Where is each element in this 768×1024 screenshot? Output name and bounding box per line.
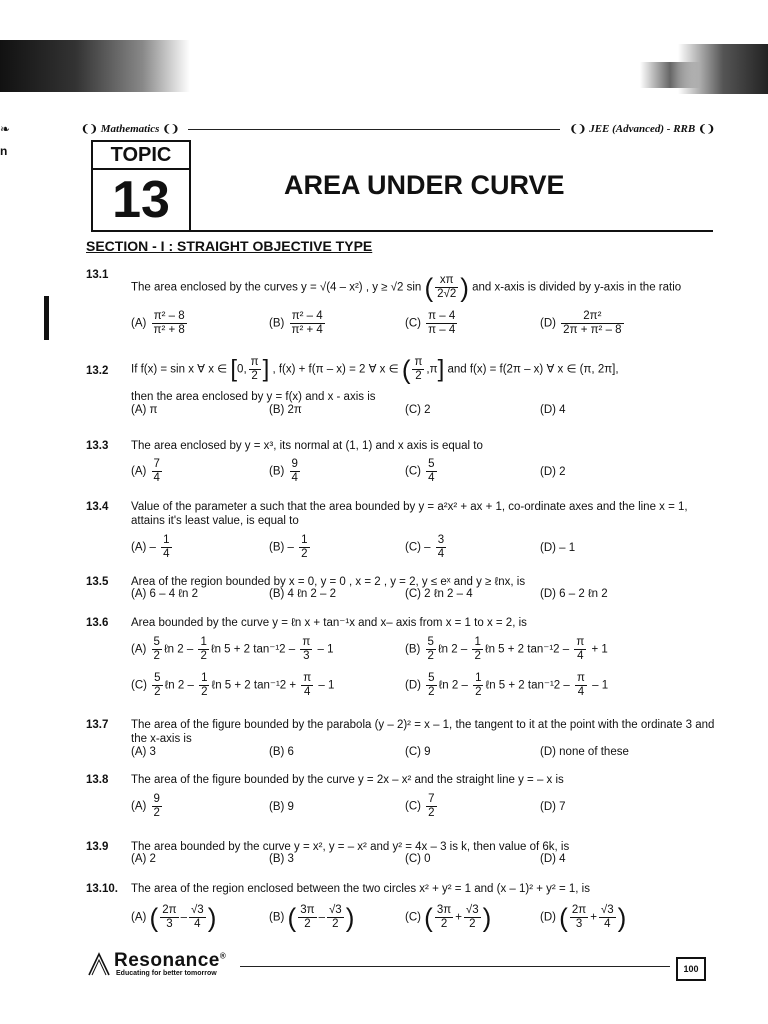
- option-label: (C): [405, 911, 421, 924]
- term: ℓn 2 –: [437, 643, 468, 656]
- term: ℓn 5 + 2 tan⁻¹2 –: [485, 679, 570, 692]
- denominator: 2: [475, 686, 482, 698]
- option-13-1-b[interactable]: [269, 310, 327, 337]
- option-13-6-b[interactable]: [405, 636, 608, 663]
- ornament-icon: ❨❩: [569, 123, 587, 135]
- denominator: 2: [415, 370, 422, 382]
- numerator: π² – 8: [152, 310, 187, 324]
- question-text-part: If f(x) = sin x ∀ x ∈: [131, 363, 228, 376]
- denominator: 4: [437, 548, 445, 560]
- denominator: 2: [304, 918, 311, 930]
- topic-box: [91, 140, 191, 232]
- denominator: 2: [474, 650, 481, 662]
- fraction: [152, 793, 162, 820]
- option-label: (A): [131, 317, 147, 330]
- option-13-2-a[interactable]: (A) π: [131, 404, 158, 416]
- fraction: [160, 904, 178, 931]
- numerator: 2π: [162, 904, 177, 916]
- scan-artifact-top-left: [0, 40, 190, 92]
- denominator: 2: [200, 650, 207, 662]
- fraction: [435, 274, 458, 301]
- option-13-7-d[interactable]: (D) none of these: [540, 746, 629, 758]
- interval-end: ,π: [426, 363, 438, 376]
- fraction: [300, 636, 312, 663]
- question-text: [131, 274, 719, 301]
- bracket-open: [: [230, 355, 238, 383]
- question-number: 13.2: [86, 365, 109, 377]
- option-13-3-c[interactable]: [405, 458, 439, 485]
- brand-tagline: Educating for better tomorrow: [116, 970, 217, 977]
- fraction: [435, 904, 453, 931]
- topic-word: TOPIC: [93, 142, 189, 170]
- paren-close: ): [482, 902, 492, 933]
- paren-open: (: [424, 272, 434, 303]
- option-13-3-a[interactable]: [131, 458, 164, 485]
- brand-logo: [88, 952, 238, 982]
- page-title: AREA UNDER CURVE: [284, 170, 565, 200]
- numerator: 2π²: [561, 310, 623, 324]
- term: ℓn 2 –: [438, 679, 468, 692]
- fraction: [249, 356, 261, 383]
- option-label: (A): [131, 465, 147, 478]
- scan-artifact-top-right: [678, 44, 768, 94]
- numerator: 7: [153, 458, 160, 470]
- paren-close: ): [345, 902, 355, 933]
- question-text: Value of the parameter a such that the area bounded by y = a²x² + ax + 1, co-ordinate axes and the line x = 1, attains it's least value, is equal to: [131, 501, 688, 527]
- option-13-5-d[interactable]: (D) 6 – 2 ℓn 2: [540, 588, 608, 600]
- margin-bar: [44, 296, 49, 340]
- fraction: [327, 904, 344, 931]
- fraction: [199, 672, 209, 699]
- denominator: 4: [291, 472, 298, 484]
- option-label: (B): [269, 465, 285, 478]
- numerator: 5: [428, 458, 435, 470]
- numerator: √3: [465, 904, 479, 916]
- question-text-part: and x-axis is divided by y-axis in the ratio: [472, 281, 682, 294]
- option-13-3-d[interactable]: (D) 2: [540, 466, 566, 478]
- option-13-2-b[interactable]: (B) 2π: [269, 404, 302, 416]
- option-label: (C): [405, 317, 421, 330]
- fraction: [574, 636, 586, 663]
- question-number: 13.5: [86, 576, 109, 588]
- numerator: 1: [301, 534, 308, 546]
- denominator: 4: [163, 548, 170, 560]
- option-13-8-a[interactable]: [131, 793, 164, 820]
- option-label: (C): [131, 679, 147, 692]
- option-label: (B) –: [269, 541, 294, 554]
- question-number: 13.8: [86, 774, 109, 786]
- fraction: [152, 672, 162, 699]
- denominator: 2: [469, 918, 476, 930]
- option-13-6-c[interactable]: [131, 672, 334, 699]
- bracket-close: ]: [262, 355, 270, 383]
- question-number: 13.7: [86, 719, 109, 731]
- question-text: [131, 356, 719, 383]
- denominator: 2: [440, 918, 448, 930]
- term: – 1: [317, 643, 334, 656]
- option-label: (C) –: [405, 541, 431, 554]
- denominator: 2: [428, 686, 435, 698]
- option-13-2-d[interactable]: (D) 4: [540, 404, 566, 416]
- numerator: π: [414, 356, 423, 368]
- question-text: The area of the region enclosed between the two circles x² + y² = 1 and (x – 1)² + y² = 1, is: [131, 883, 590, 895]
- fraction: [570, 904, 588, 931]
- ornament-icon: ❨❩: [698, 123, 715, 135]
- option-label: (D): [540, 911, 556, 924]
- paren-close: ): [207, 902, 217, 933]
- fraction: [436, 534, 446, 561]
- bracket-close: ]: [437, 355, 445, 383]
- option-13-10-c[interactable]: [405, 904, 491, 931]
- option-label: (D): [405, 679, 421, 692]
- fraction: [412, 356, 424, 383]
- running-head: [78, 120, 718, 138]
- fraction: [426, 793, 436, 820]
- question-number: 13.6: [86, 617, 109, 629]
- fraction: [298, 904, 316, 931]
- brand-name: [114, 950, 226, 972]
- numerator: xπ: [435, 274, 458, 288]
- denominator: 4: [577, 686, 585, 698]
- option-13-6-d[interactable]: [405, 672, 608, 699]
- fraction: [599, 904, 616, 931]
- denominator: 2π + π² – 8: [563, 324, 622, 336]
- margin-letter: n: [0, 144, 8, 158]
- term: ℓn 5 + 2 tan⁻¹2 +: [211, 679, 297, 692]
- paren-close: ): [617, 902, 627, 933]
- page-number: 100: [676, 957, 706, 981]
- numerator: √3: [328, 904, 342, 916]
- fraction: [161, 534, 171, 561]
- option-13-5-b[interactable]: (B) 4 ℓn 2 – 2: [269, 588, 337, 600]
- question-number: 13.4: [86, 501, 109, 513]
- fraction: [426, 310, 457, 337]
- numerator: 1: [474, 636, 481, 648]
- question-text: The area bounded by the curve y = x², y = – x² and y² = 4x – 3 is k, then value of 6k, is: [131, 841, 570, 853]
- option-label: (B): [269, 317, 285, 330]
- numerator: √3: [190, 904, 204, 916]
- ornament-icon: ❨❩: [162, 123, 180, 135]
- denominator: 2: [428, 807, 435, 819]
- fraction: [472, 636, 482, 663]
- term: ℓn 2 –: [163, 643, 194, 656]
- option-13-9-d[interactable]: (D) 4: [540, 853, 566, 865]
- option-label: (A) –: [131, 541, 156, 554]
- numerator: π: [302, 636, 311, 648]
- question-text: The area of the figure bounded by the curve y = 2x – x² and the straight line y = – x is: [131, 774, 564, 786]
- numerator: 1: [163, 534, 170, 546]
- paren-open: (: [401, 354, 411, 385]
- operator: –: [318, 911, 325, 924]
- option-13-1-d[interactable]: [540, 310, 626, 337]
- question-text-line2: then the area enclosed by y = f(x) and x - axis is: [131, 391, 376, 403]
- numerator: 1: [200, 636, 207, 648]
- denominator: 4: [577, 650, 584, 662]
- numerator: π: [303, 672, 312, 684]
- denominator: 2: [332, 918, 339, 930]
- numerator: √3: [600, 904, 614, 916]
- fraction: [290, 458, 300, 485]
- fraction: [301, 672, 313, 699]
- numerator: 5: [153, 636, 160, 648]
- term: + 1: [591, 643, 608, 656]
- question-text: Area bounded by the curve y = ℓn x + tan⁻¹x and x– axis from x = 1 to x = 2, is: [131, 617, 527, 629]
- registered-mark: ®: [219, 951, 227, 961]
- fraction: [561, 310, 623, 337]
- denominator: 4: [153, 472, 160, 484]
- denominator: 2: [201, 686, 208, 698]
- question-number: 13.1: [86, 269, 109, 281]
- option-13-4-a[interactable]: [131, 534, 174, 561]
- question-text: Area of the region bounded by x = 0, y = 0 , x = 2 , y = 2, y ≤ eˣ and y ≥ ℓnx, is: [131, 576, 526, 588]
- numerator: 3: [437, 534, 445, 546]
- option-label: (A): [131, 911, 147, 924]
- denominator: 2: [427, 650, 434, 662]
- option-13-8-b[interactable]: (B) 9: [269, 801, 294, 813]
- option-13-5-c[interactable]: (C) 2 ℓn 2 – 4: [405, 588, 473, 600]
- option-13-7-c[interactable]: (C) 9: [405, 746, 431, 758]
- footer-rule: [240, 966, 670, 967]
- paren-close: ): [460, 272, 469, 303]
- fraction: [152, 458, 162, 485]
- option-label: (C): [405, 465, 421, 478]
- header-rule: [188, 129, 560, 130]
- option-13-1-a[interactable]: [131, 310, 189, 337]
- term: – 1: [318, 679, 335, 692]
- denominator: π² + 4: [291, 324, 323, 336]
- subject-label: Mathematics: [100, 123, 160, 135]
- option-label: (B): [405, 643, 421, 656]
- paren-open: (: [287, 902, 297, 933]
- numerator: 2π: [571, 904, 587, 916]
- option-13-5-a[interactable]: (A) 6 – 4 ℓn 2: [131, 588, 199, 600]
- denominator: 3: [166, 918, 173, 930]
- denominator: π² + 8: [153, 324, 185, 336]
- fraction: [198, 636, 208, 663]
- denominator: 4: [428, 472, 435, 484]
- numerator: 1: [475, 672, 482, 684]
- option-13-9-c[interactable]: (C) 0: [405, 853, 431, 865]
- topic-number: 13: [112, 171, 170, 229]
- denominator: 2: [153, 807, 160, 819]
- term: ℓn 5 + 2 tan⁻¹2 –: [484, 643, 570, 656]
- question-text-part: , f(x) + f(π – x) = 2 ∀ x ∈: [272, 363, 399, 376]
- operator: –: [180, 911, 187, 924]
- numerator: 9: [291, 458, 298, 470]
- option-13-9-a[interactable]: (A) 2: [131, 853, 156, 865]
- option-13-4-d[interactable]: (D) – 1: [540, 542, 576, 554]
- term: ℓn 2 –: [164, 679, 194, 692]
- fraction: [299, 534, 309, 561]
- denominator: 2√2: [437, 288, 457, 300]
- option-label: (C): [405, 800, 421, 813]
- numerator: 9: [153, 793, 160, 805]
- operator: +: [590, 911, 597, 924]
- denominator: 2: [251, 370, 258, 382]
- option-13-10-a[interactable]: [131, 904, 216, 931]
- numerator: π – 4: [428, 310, 456, 322]
- option-13-7-b[interactable]: (B) 6: [269, 746, 294, 758]
- numerator: 5: [154, 672, 161, 684]
- numerator: 3π: [436, 904, 452, 916]
- option-label: (A): [131, 643, 147, 656]
- numerator: 3π: [300, 904, 315, 916]
- resonance-logo-icon: [88, 952, 110, 976]
- numerator: π: [250, 356, 259, 368]
- option-13-10-d[interactable]: [540, 904, 626, 931]
- fraction: [473, 672, 483, 699]
- question-text-part: The area enclosed by the curves y = √(4 – x²) , y ≥ √2 sin: [131, 281, 422, 294]
- margin-ornament: ❧: [0, 122, 11, 136]
- fraction: [290, 310, 325, 337]
- question-text: The area enclosed by y = x³, its normal at (1, 1) and x axis is equal to: [131, 440, 483, 452]
- numerator: π² – 4: [290, 310, 325, 324]
- denominator: 2: [154, 686, 161, 698]
- question-number: 13.10.: [86, 883, 118, 895]
- option-label: (B): [269, 911, 285, 924]
- denominator: 2: [153, 650, 160, 662]
- numerator: 5: [427, 636, 434, 648]
- fraction: [152, 636, 162, 663]
- option-13-8-c[interactable]: [405, 793, 439, 820]
- exam-label: JEE (Advanced) - RRB: [589, 123, 696, 135]
- question-number: 13.9: [86, 841, 109, 853]
- term: ℓn 5 + 2 tan⁻¹2 –: [210, 643, 296, 656]
- denominator: 4: [194, 918, 201, 930]
- paren-open: (: [149, 902, 159, 933]
- numerator: 1: [201, 672, 208, 684]
- denominator: π – 4: [428, 324, 456, 336]
- ornament-icon: ❨❩: [81, 123, 98, 135]
- option-13-10-b[interactable]: [269, 904, 354, 931]
- fraction: [575, 672, 587, 699]
- denominator: 4: [304, 686, 311, 698]
- fraction: [152, 310, 187, 337]
- option-13-8-d[interactable]: (D) 7: [540, 801, 566, 813]
- option-13-4-c[interactable]: [405, 534, 448, 561]
- operator: +: [455, 911, 462, 924]
- option-13-3-b[interactable]: [269, 458, 302, 485]
- numerator: π: [576, 636, 585, 648]
- denominator: 3: [575, 918, 583, 930]
- paren-open: (: [559, 902, 568, 933]
- interval-start: 0,: [237, 363, 247, 376]
- option-13-7-a[interactable]: (A) 3: [131, 746, 156, 758]
- fraction: [426, 672, 436, 699]
- option-13-4-b[interactable]: [269, 534, 312, 561]
- option-13-6-a[interactable]: [131, 636, 333, 663]
- question-text-part: and f(x) = f(2π – x) ∀ x ∈ (π, 2π],: [447, 363, 619, 376]
- section-title: SECTION - I : STRAIGHT OBJECTIVE TYPE: [86, 238, 373, 254]
- denominator: 4: [604, 918, 611, 930]
- fraction: [189, 904, 206, 931]
- option-13-2-c[interactable]: (C) 2: [405, 404, 431, 416]
- option-13-1-c[interactable]: [405, 310, 459, 337]
- option-label: (A): [131, 800, 147, 813]
- option-13-9-b[interactable]: (B) 3: [269, 853, 294, 865]
- brand-word: Resonance: [114, 950, 220, 971]
- numerator: π: [576, 672, 585, 684]
- term: – 1: [592, 679, 609, 692]
- denominator: 3: [303, 650, 310, 662]
- fraction: [426, 636, 436, 663]
- title-rule: [187, 230, 713, 232]
- question-number: 13.3: [86, 440, 109, 452]
- paren-open: (: [424, 902, 433, 933]
- fraction: [464, 904, 481, 931]
- question-text: The area of the figure bounded by the parabola (y – 2)² = x – 1, the tangent to it at the point with the ordinate 3 and the x-axis is: [131, 719, 715, 745]
- fraction: [426, 458, 436, 485]
- numerator: 5: [428, 672, 435, 684]
- numerator: 7: [428, 793, 435, 805]
- option-label: (D): [540, 317, 556, 330]
- denominator: 2: [301, 548, 308, 560]
